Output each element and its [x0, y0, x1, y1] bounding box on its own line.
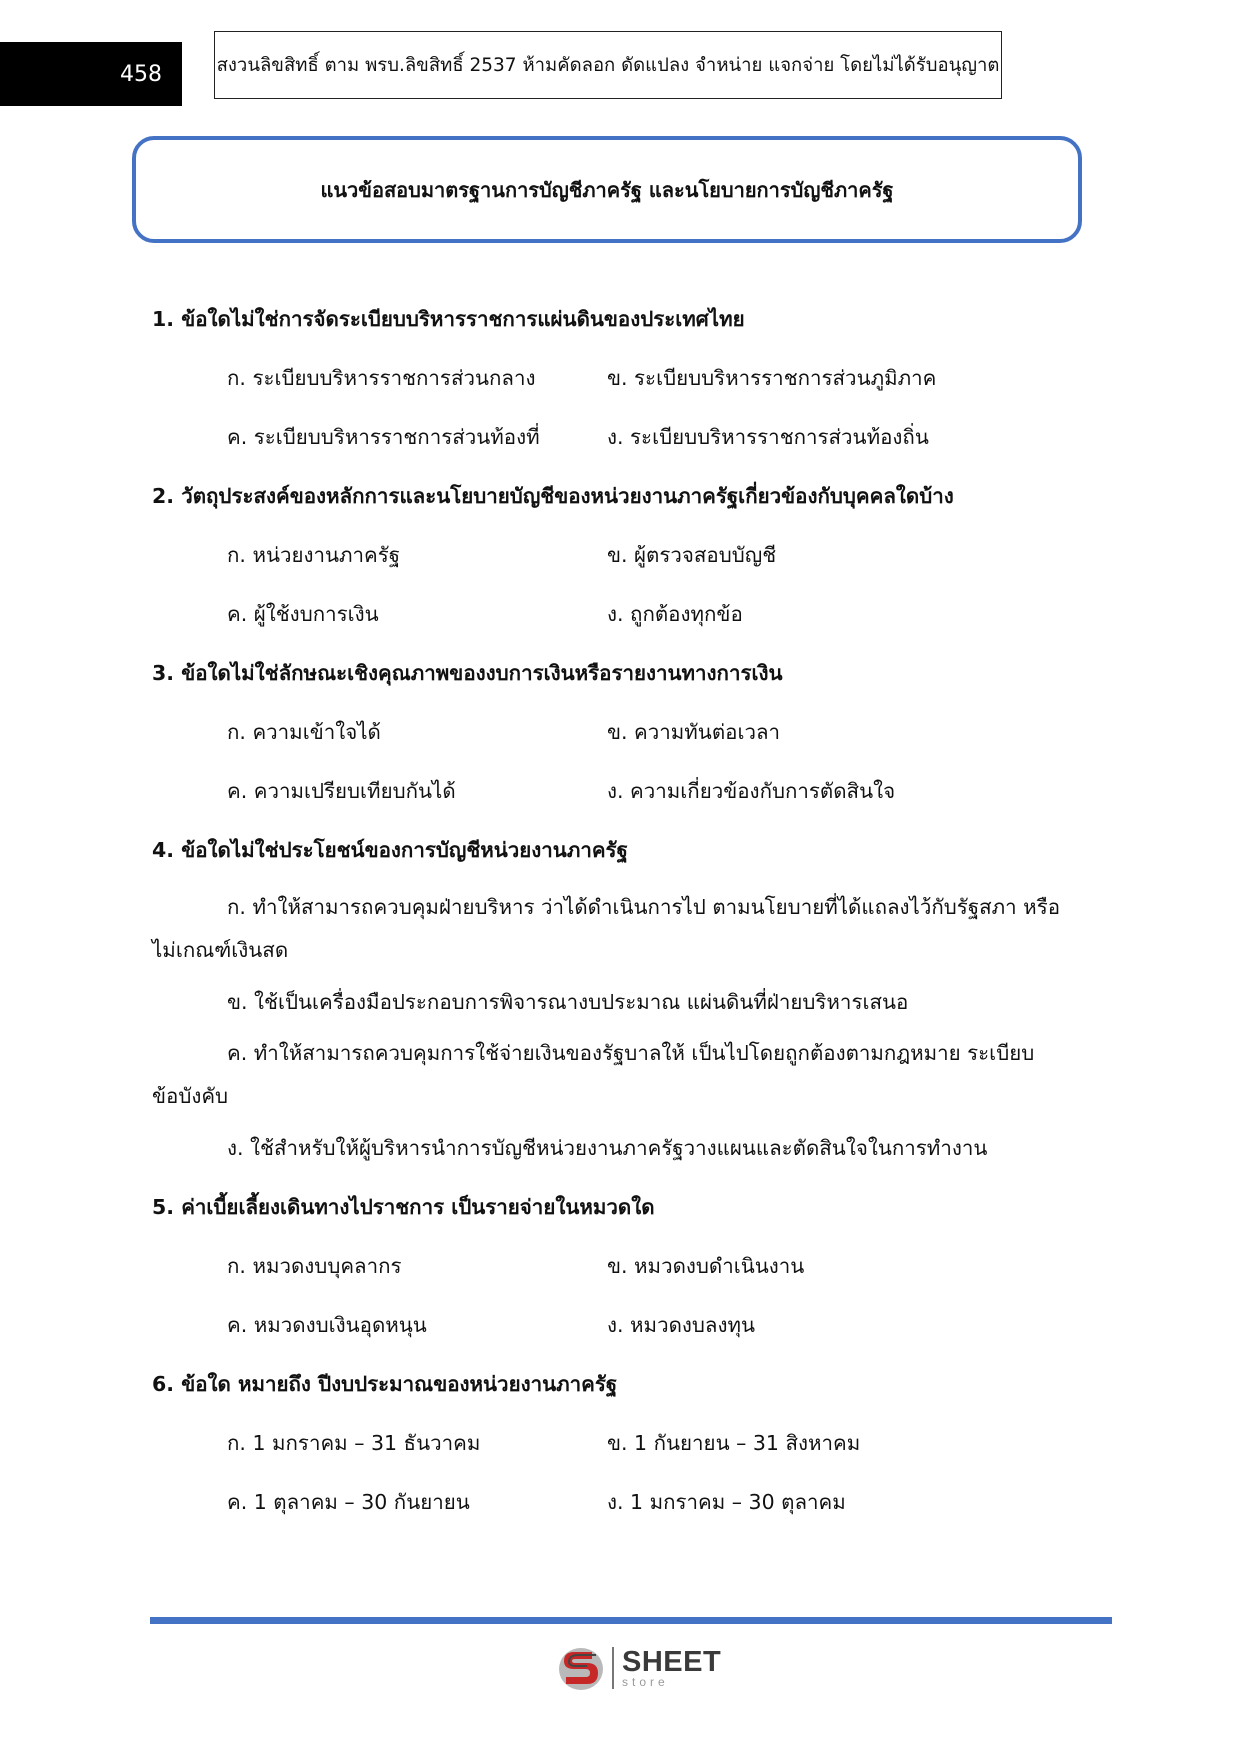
question-5: 5. ค่าเบี้ยเลี้ยงเดินทางไปราชการ เป็นรายจ่ายในหมวดใด	[152, 1195, 655, 1219]
question-3-options-row-1	[152, 703, 1062, 762]
page-number	[0, 42, 182, 106]
question-2-option-d: ง. ถูกต้องทุกข้อ	[607, 602, 743, 626]
sheet-store-logo-icon	[556, 1642, 606, 1694]
page-number-text: 458	[120, 61, 162, 87]
copyright-text: สงวนลิขสิทธิ์ ตาม พรบ.ลิขสิทธิ์ 2537 ห้ามคัดลอก ดัดแปลง จำหน่าย แจกจ่าย โดยไม่ได้รับอนุญาต	[216, 54, 1000, 76]
question-3: 3. ข้อใดไม่ใช่ลักษณะเชิงคุณภาพของงบการเงินหรือรายงานทางการเงิน	[152, 661, 783, 685]
question-1-option-a: ก. ระเบียบบริหารราชการส่วนกลาง	[227, 366, 536, 390]
question-5-option-d: ง. หมวดงบลงทุน	[607, 1313, 756, 1337]
question-4-option-b: ข. ใช้เป็นเครื่องมือประกอบการพิจารณางบประมาณ แผ่นดินที่ฝ่ายบริหารเสนอ	[227, 990, 909, 1014]
logo-sub-text: store	[622, 1675, 669, 1689]
title-box	[132, 136, 1082, 243]
question-3-option-d: ง. ความเกี่ยวข้องกับการตัดสินใจ	[607, 779, 896, 803]
question-4: 4. ข้อใดไม่ใช่ประโยชน์ของการบัญชีหน่วยงานภาครัฐ	[152, 838, 628, 862]
copyright-notice	[214, 31, 1002, 99]
question-5-options-row-2	[152, 1296, 1062, 1355]
question-2-options-row-2	[152, 585, 1062, 644]
question-4-option-a: ก. ทำให้สามารถควบคุมฝ่ายบริหาร ว่าได้ดำเนินการไป ตามนโยบายที่ได้แถลงไว้กับรัฐสภา หรือไม่เกณฑ์เงินสด	[152, 895, 1061, 962]
question-6-option-c: ค. 1 ตุลาคม – 30 กันยายน	[227, 1490, 470, 1514]
question-1-options-row-1	[152, 349, 1062, 408]
question-5-option-b: ข. หมวดงบดำเนินงาน	[607, 1254, 805, 1278]
question-5-option-c: ค. หมวดงบเงินอุดหนุน	[227, 1313, 427, 1337]
page-title: แนวข้อสอบมาตรฐานการบัญชีภาครัฐ และนโยบายการบัญชีภาครัฐ	[320, 177, 894, 202]
question-6-options-row-2	[152, 1473, 1062, 1532]
sheet-store-logo	[556, 1640, 726, 1696]
question-3-option-a: ก. ความเข้าใจได้	[227, 720, 381, 744]
logo-wordmark	[622, 1648, 721, 1688]
question-6-option-a: ก. 1 มกราคม – 31 ธันวาคม	[227, 1431, 481, 1455]
question-list	[152, 290, 1062, 1532]
question-6: 6. ข้อใด หมายถึง ปีงบประมาณของหน่วยงานภาครัฐ	[152, 1372, 618, 1396]
question-2: 2. วัตถุประสงค์ของหลักการและนโยบายบัญชีของหน่วยงานภาครัฐเกี่ยวข้องกับบุคคลใดบ้าง	[152, 484, 954, 508]
question-3-option-b: ข. ความทันต่อเวลา	[607, 720, 781, 744]
question-1-options-row-2	[152, 408, 1062, 467]
question-1: 1. ข้อใดไม่ใช่การจัดระเบียบบริหารราชการแผ่นดินของประเทศไทย	[152, 307, 745, 331]
question-2-option-c: ค. ผู้ใช้งบการเงิน	[227, 602, 379, 626]
question-3-option-c: ค. ความเปรียบเทียบกันได้	[227, 779, 456, 803]
question-4-option-c: ค. ทำให้สามารถควบคุมการใช้จ่ายเงินของรัฐบาลให้ เป็นไปโดยถูกต้องตามกฎหมาย ระเบียบ ข้อบังคับ	[152, 1041, 1035, 1108]
question-6-option-d: ง. 1 มกราคม – 30 ตุลาคม	[607, 1490, 846, 1514]
question-5-options-row-1	[152, 1237, 1062, 1296]
question-2-option-b: ข. ผู้ตรวจสอบบัญชี	[607, 543, 777, 567]
question-5-option-a: ก. หมวดงบบุคลากร	[227, 1254, 402, 1278]
logo-main-text: SHEET	[622, 1646, 722, 1678]
question-2-options-row-1	[152, 526, 1062, 585]
question-1-option-c: ค. ระเบียบบริหารราชการส่วนท้องที่	[227, 425, 540, 449]
question-6-option-b: ข. 1 กันยายน – 31 สิงหาคม	[607, 1431, 861, 1455]
question-3-options-row-2	[152, 762, 1062, 821]
question-4-option-d: ง. ใช้สำหรับให้ผู้บริหารนำการบัญชีหน่วยงานภาครัฐวางแผนและตัดสินใจในการทำงาน	[227, 1136, 988, 1160]
question-1-option-b: ข. ระเบียบบริหารราชการส่วนภูมิภาค	[607, 366, 937, 390]
logo-separator	[612, 1647, 614, 1689]
question-6-options-row-1	[152, 1414, 1062, 1473]
footer-divider	[150, 1617, 1112, 1624]
question-1-option-d: ง. ระเบียบบริหารราชการส่วนท้องถิ่น	[607, 425, 929, 449]
question-2-option-a: ก. หน่วยงานภาครัฐ	[227, 543, 401, 567]
